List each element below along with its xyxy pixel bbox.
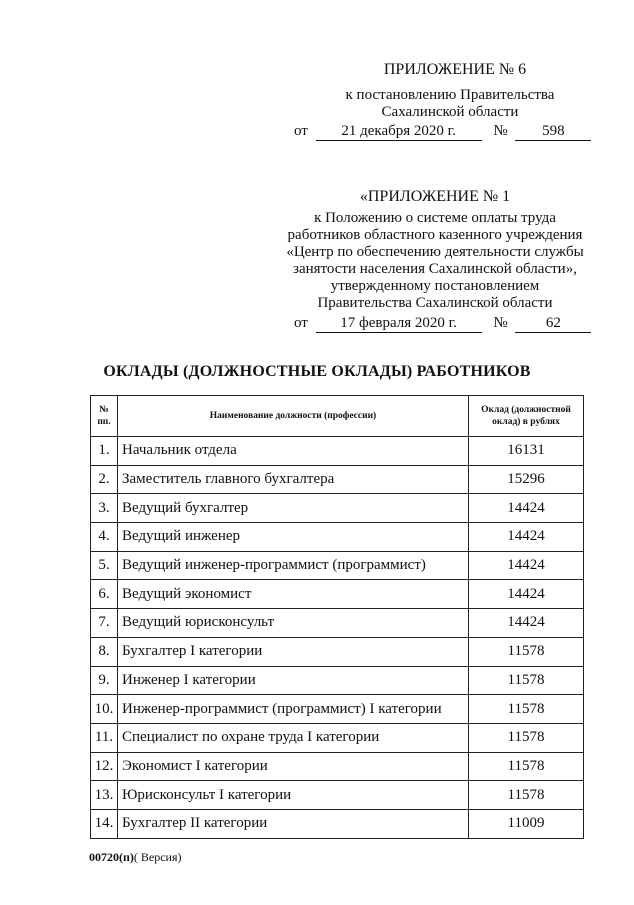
- header-num: № пп.: [91, 396, 118, 437]
- row-num: 4.: [91, 523, 118, 552]
- row-salary: 14424: [469, 580, 584, 609]
- row-position: Ведущий бухгалтер: [118, 494, 469, 523]
- appendix-6-line1: к постановлению Правительства: [345, 87, 555, 103]
- header-salary: Оклад (должностной оклад) в рублях: [469, 396, 584, 437]
- row-salary: 11578: [469, 666, 584, 695]
- table-row: [91, 437, 584, 466]
- row-position: Бухгалтер II категории: [118, 809, 469, 838]
- appendix-1-number: 62: [515, 314, 591, 333]
- row-salary: 11578: [469, 752, 584, 781]
- row-num: 13.: [91, 781, 118, 810]
- row-salary: 11578: [469, 723, 584, 752]
- row-salary: 14424: [469, 494, 584, 523]
- appendix-1-no-label: №: [493, 315, 508, 331]
- row-num: 14.: [91, 809, 118, 838]
- row-salary: 11578: [469, 637, 584, 666]
- appendix-1-from-label: от: [294, 315, 308, 331]
- row-num: 9.: [91, 666, 118, 695]
- table-row: [91, 752, 584, 781]
- table-row: [91, 523, 584, 552]
- row-num: 7.: [91, 609, 118, 638]
- row-position: Заместитель главного бухгалтера: [118, 465, 469, 494]
- appendix-1-line: к Положению о системе оплаты труда: [314, 210, 556, 226]
- row-salary: 16131: [469, 437, 584, 466]
- row-num: 6.: [91, 580, 118, 609]
- document-version: ( Версия): [133, 850, 182, 864]
- row-salary: 11578: [469, 781, 584, 810]
- table-row: [91, 637, 584, 666]
- table-row: [91, 580, 584, 609]
- appendix-6-title: ПРИЛОЖЕНИЕ № 6: [383, 61, 527, 78]
- table-row: [91, 723, 584, 752]
- row-num: 3.: [91, 494, 118, 523]
- row-num: 5.: [91, 551, 118, 580]
- appendix-1-title: «ПРИЛОЖЕНИЕ № 1: [359, 188, 511, 205]
- appendix-1-line: утвержденному постановлением: [330, 278, 540, 294]
- header-name: Наименование должности (профессии): [118, 396, 469, 437]
- table-row: [91, 666, 584, 695]
- row-salary: 14424: [469, 523, 584, 552]
- table-row: [91, 551, 584, 580]
- row-num: 12.: [91, 752, 118, 781]
- row-position: Специалист по охране труда I категории: [118, 723, 469, 752]
- row-salary: 11578: [469, 695, 584, 724]
- appendix-1-block: [270, 188, 600, 312]
- appendix-1-date-row: [294, 314, 591, 333]
- appendix-1-line: «Центр по обеспечению деятельности службы: [286, 244, 584, 260]
- appendix-6-date-row: [294, 122, 591, 141]
- appendix-1-line: работников областного казенного учреждения: [287, 227, 583, 243]
- row-position: Ведущий юрисконсульт: [118, 609, 469, 638]
- table-row: [91, 695, 584, 724]
- appendix-6-no-label: №: [493, 123, 508, 139]
- row-position: Ведущий экономист: [118, 580, 469, 609]
- row-position: Ведущий инженер: [118, 523, 469, 552]
- row-position: Ведущий инженер-программист (программист): [118, 551, 469, 580]
- page-title: ОКЛАДЫ (ДОЛЖНОСТНЫЕ ОКЛАДЫ) РАБОТНИКОВ: [103, 363, 531, 380]
- row-num: 1.: [91, 437, 118, 466]
- appendix-6-number: 598: [515, 122, 591, 141]
- row-salary: 14424: [469, 609, 584, 638]
- appendix-1-line: занятости населения Сахалинской области»,: [293, 261, 577, 277]
- appendix-6-block: [300, 61, 600, 121]
- row-num: 10.: [91, 695, 118, 724]
- table-row: [91, 781, 584, 810]
- row-position: Начальник отдела: [118, 437, 469, 466]
- row-position: Юрисконсульт I категории: [118, 781, 469, 810]
- appendix-1-line: Правительства Сахалинской области: [317, 295, 553, 311]
- row-salary: 15296: [469, 465, 584, 494]
- table-row: [91, 809, 584, 838]
- salary-table: [90, 395, 584, 839]
- row-num: 11.: [91, 723, 118, 752]
- table-row: [91, 494, 584, 523]
- row-salary: 11009: [469, 809, 584, 838]
- document-footer: [89, 850, 182, 865]
- appendix-1-date: 17 февраля 2020 г.: [316, 314, 482, 333]
- row-position: Бухгалтер I категории: [118, 637, 469, 666]
- row-position: Инженер I категории: [118, 666, 469, 695]
- row-num: 2.: [91, 465, 118, 494]
- appendix-6-line2: Сахалинской области: [381, 104, 519, 120]
- row-position: Инженер-программист (программист) I категории: [118, 695, 469, 724]
- table-row: [91, 465, 584, 494]
- row-position: Экономист I категории: [118, 752, 469, 781]
- appendix-6-from-label: от: [294, 123, 308, 139]
- row-salary: 14424: [469, 551, 584, 580]
- row-num: 8.: [91, 637, 118, 666]
- document-code: 00720(п): [89, 850, 134, 864]
- appendix-6-date: 21 декабря 2020 г.: [316, 122, 482, 141]
- table-header-row: [91, 396, 584, 437]
- table-row: [91, 609, 584, 638]
